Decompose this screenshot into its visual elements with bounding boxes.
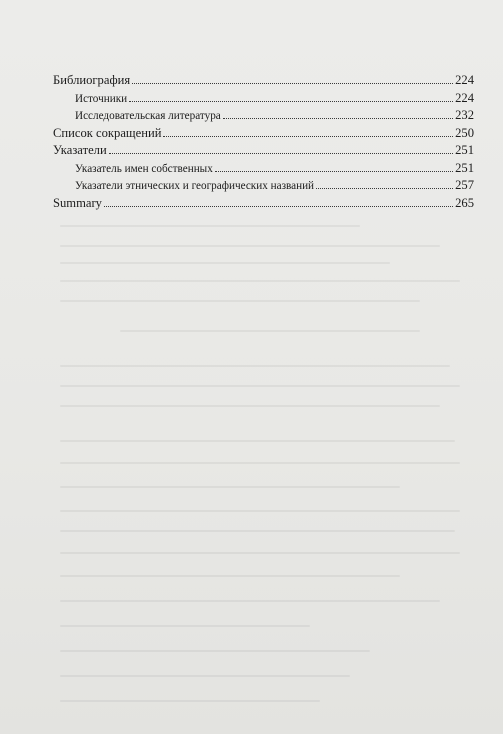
dot-leader bbox=[104, 205, 453, 207]
toc-entry-page: 224 bbox=[455, 90, 474, 105]
table-of-contents bbox=[53, 72, 474, 212]
bleed-through-line bbox=[60, 462, 460, 464]
bleed-through-line bbox=[60, 365, 450, 367]
toc-entry-summary[interactable] bbox=[53, 195, 474, 213]
dot-leader bbox=[163, 135, 453, 137]
bleed-through-line bbox=[60, 405, 440, 407]
bleed-through-line bbox=[60, 650, 370, 652]
bleed-through-line bbox=[60, 700, 320, 702]
dot-leader bbox=[316, 187, 453, 189]
toc-entry-title: Указатели этнических и географических названий bbox=[75, 180, 315, 192]
toc-entry-page: 232 bbox=[455, 108, 474, 122]
toc-entry-title: Указатели bbox=[53, 143, 107, 157]
bleed-through-line bbox=[60, 552, 460, 554]
bleed-through-line bbox=[60, 280, 460, 282]
toc-entry-research-literature[interactable] bbox=[53, 107, 474, 125]
toc-entry-bibliography[interactable] bbox=[53, 72, 474, 90]
bleed-through-line bbox=[120, 330, 420, 332]
bleed-through-line bbox=[60, 600, 440, 602]
toc-entry-title: Библиография bbox=[53, 73, 131, 87]
toc-entry-index-ethnic-geographic[interactable] bbox=[53, 177, 474, 195]
bleed-through-line bbox=[60, 486, 400, 488]
bleed-through-line bbox=[60, 675, 350, 677]
toc-entry-page: 224 bbox=[455, 73, 474, 87]
bleed-through-line bbox=[60, 225, 360, 227]
bleed-through-line bbox=[60, 385, 460, 387]
toc-entry-page: 265 bbox=[455, 195, 474, 210]
toc-entry-title: Summary bbox=[53, 195, 102, 210]
toc-entry-title: Список сокращений bbox=[53, 125, 162, 140]
toc-entry-abbreviations[interactable] bbox=[53, 125, 474, 143]
bleed-through-line bbox=[60, 262, 390, 264]
dot-leader bbox=[132, 82, 453, 84]
dot-leader bbox=[223, 117, 453, 119]
bleed-through-line bbox=[60, 245, 440, 247]
toc-entry-title: Исследовательская литература bbox=[75, 110, 221, 122]
toc-entry-index-proper-names[interactable] bbox=[53, 160, 474, 178]
toc-entry-page: 257 bbox=[455, 178, 474, 192]
toc-entry-sources[interactable] bbox=[53, 90, 474, 108]
dot-leader bbox=[129, 100, 453, 102]
toc-entry-indexes[interactable] bbox=[53, 142, 474, 160]
bleed-through-line bbox=[60, 300, 420, 302]
toc-entry-page: 251 bbox=[455, 160, 474, 175]
bleed-through-line bbox=[60, 530, 455, 532]
toc-entry-title: Источники bbox=[75, 92, 128, 105]
bleed-through-line bbox=[60, 440, 455, 442]
bleed-through-line bbox=[60, 510, 460, 512]
toc-entry-title: Указатель имен собственных bbox=[75, 162, 213, 175]
dot-leader bbox=[109, 152, 453, 154]
bleed-through-line bbox=[60, 625, 310, 627]
toc-entry-page: 250 bbox=[455, 125, 474, 140]
bleed-through-line bbox=[60, 575, 400, 577]
toc-entry-page: 251 bbox=[455, 143, 474, 157]
dot-leader bbox=[215, 170, 453, 172]
